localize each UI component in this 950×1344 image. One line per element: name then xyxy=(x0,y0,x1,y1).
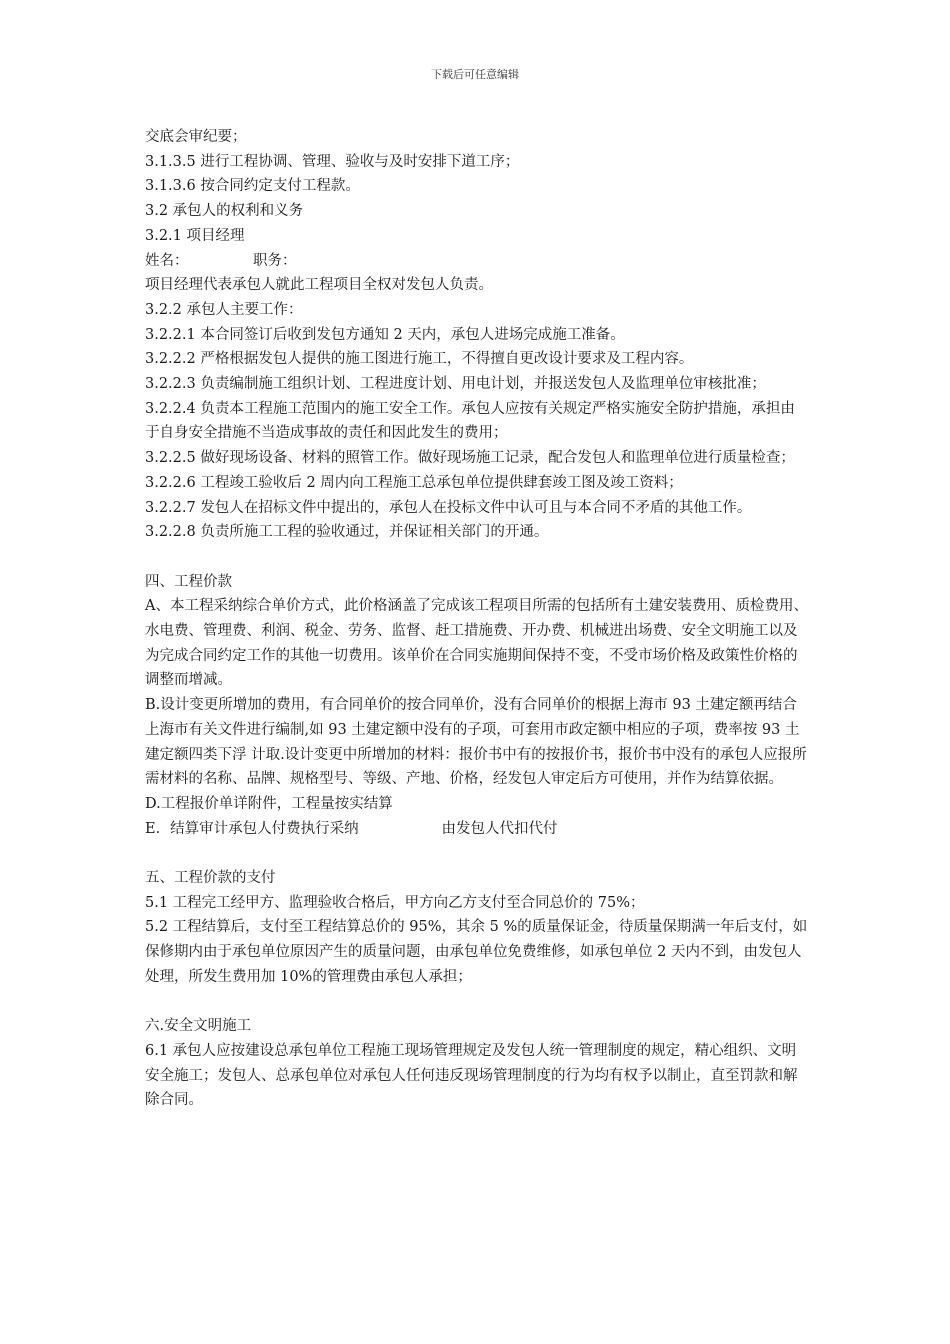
paragraph: 3.2.2 承包人主要工作： xyxy=(145,301,303,318)
paragraph: 5.2 工程结算后，支付至工程结算总价的 95%，其余 5 %的质量保证金，待质量保期满一年后支付，如保修期内由于承包单位原因产生的质量问题，由承包单位免费维修，如承包单位 2 天内不到，由发包人处理，所发生费用加 10%的管理费由承包人承担； xyxy=(145,919,808,985)
page-header: 下载后可任意编辑 xyxy=(431,68,519,81)
paragraph: 3.1.3.6 按合同约定支付工程款。 xyxy=(145,178,360,195)
paragraph: 3.2.2.3 负责编制施工组织计划、工程进度计划、用电计划，并报送发包人及监理单位审核批准； xyxy=(145,376,766,393)
paragraph: 3.2.2.6 工程竣工验收后 2 周内向工程施工总承包单位提供肆套竣工图及竣工资料； xyxy=(145,474,683,491)
paragraph: 五、工程价款的支付 xyxy=(145,870,276,887)
paragraph: B.设计变更所增加的费用，有合同单价的按合同单价，没有合同单价的根据上海市 93 土建定额再结合上海市有关文件进行编制,如 93 土建定额中没有的子项，可套用市政定额中相应的子项，费率按 93 土建定额四类下浮 计取.设计变更中所增加的材料：报价书中有的按报价书，报价书中没有的承包人应报所需材料的名称、品牌、规格型号、等级、产地、价格，经发包人审定后方可使用，并作为结算依据。 xyxy=(145,697,807,788)
paragraph: 3.2.2.7 发包人在招标文件中提出的，承包人在投标文件中认可且与本合同不矛盾的其他工作。 xyxy=(145,499,752,516)
paragraph: 3.2.2.1 本合同签订后收到发包方通知 2 天内，承包人进场完成施工准备。 xyxy=(145,326,625,343)
paragraph: 姓名： 职务： xyxy=(145,252,297,269)
document-body xyxy=(145,125,809,1113)
paragraph: 3.2.2.2 严格根据发包人提供的施工图进行施工，不得擅自更改设计要求及工程内容。 xyxy=(145,351,694,368)
paragraph: A、本工程采纳综合单价方式，此价格涵盖了完成该工程项目所需的包括所有土建安装费用、质检费用、水电费、管理费、利润、税金、劳务、监督、赶工措施费、开办费、机械进出场费、安全文明施工以及为完成合同约定工作的其他一切费用。该单价在合同实施期间保持不变，不受市场价格及政策性价格的调整而增减。 xyxy=(145,598,808,689)
paragraph: E．结算审计承包人付费执行采纳 由发包人代扣代付 xyxy=(145,820,558,837)
paragraph: 3.1.3.5 进行工程协调、管理、验收与及时安排下道工序； xyxy=(145,153,520,170)
paragraph: 3.2.2.5 做好现场设备、材料的照管工作。做好现场施工记录，配合发包人和监理单位进行质量检查； xyxy=(145,450,795,467)
paragraph: 交底会审纪要； xyxy=(145,129,247,145)
paragraph: 5.1 工程完工经甲方、监理验收合格后，甲方向乙方支付至合同总价的 75%； xyxy=(145,894,645,911)
paragraph: 六.安全文明施工 xyxy=(145,1018,252,1035)
paragraph: 四、工程价款 xyxy=(145,573,232,590)
paragraph: 6.1 承包人应按建设总承包单位工程施工现场管理规定及发包人统一管理制度的规定，精心组织、文明安全施工；发包人、总承包单位对承包人任何违反现场管理制度的行为均有权予以制止，直至罚款和解除合同。 xyxy=(145,1042,798,1109)
paragraph: 3.2 承包人的权利和义务 xyxy=(145,203,304,220)
paragraph: 3.2.2.8 负责所施工工程的验收通过，并保证相关部门的开通。 xyxy=(145,524,549,541)
paragraph: D.工程报价单详附件，工程量按实结算 xyxy=(145,795,393,812)
paragraph: 项目经理代表承包人就此工程项目全权对发包人负责。 xyxy=(145,277,493,294)
paragraph: 3.2.1 项目经理 xyxy=(145,227,245,244)
paragraph: 3.2.2.4 负责本工程施工范围内的施工安全工作。承包人应按有关规定严格实施安全防护措施，承担由于自身安全措施不当造成事故的责任和因此发生的费用； xyxy=(145,400,795,442)
